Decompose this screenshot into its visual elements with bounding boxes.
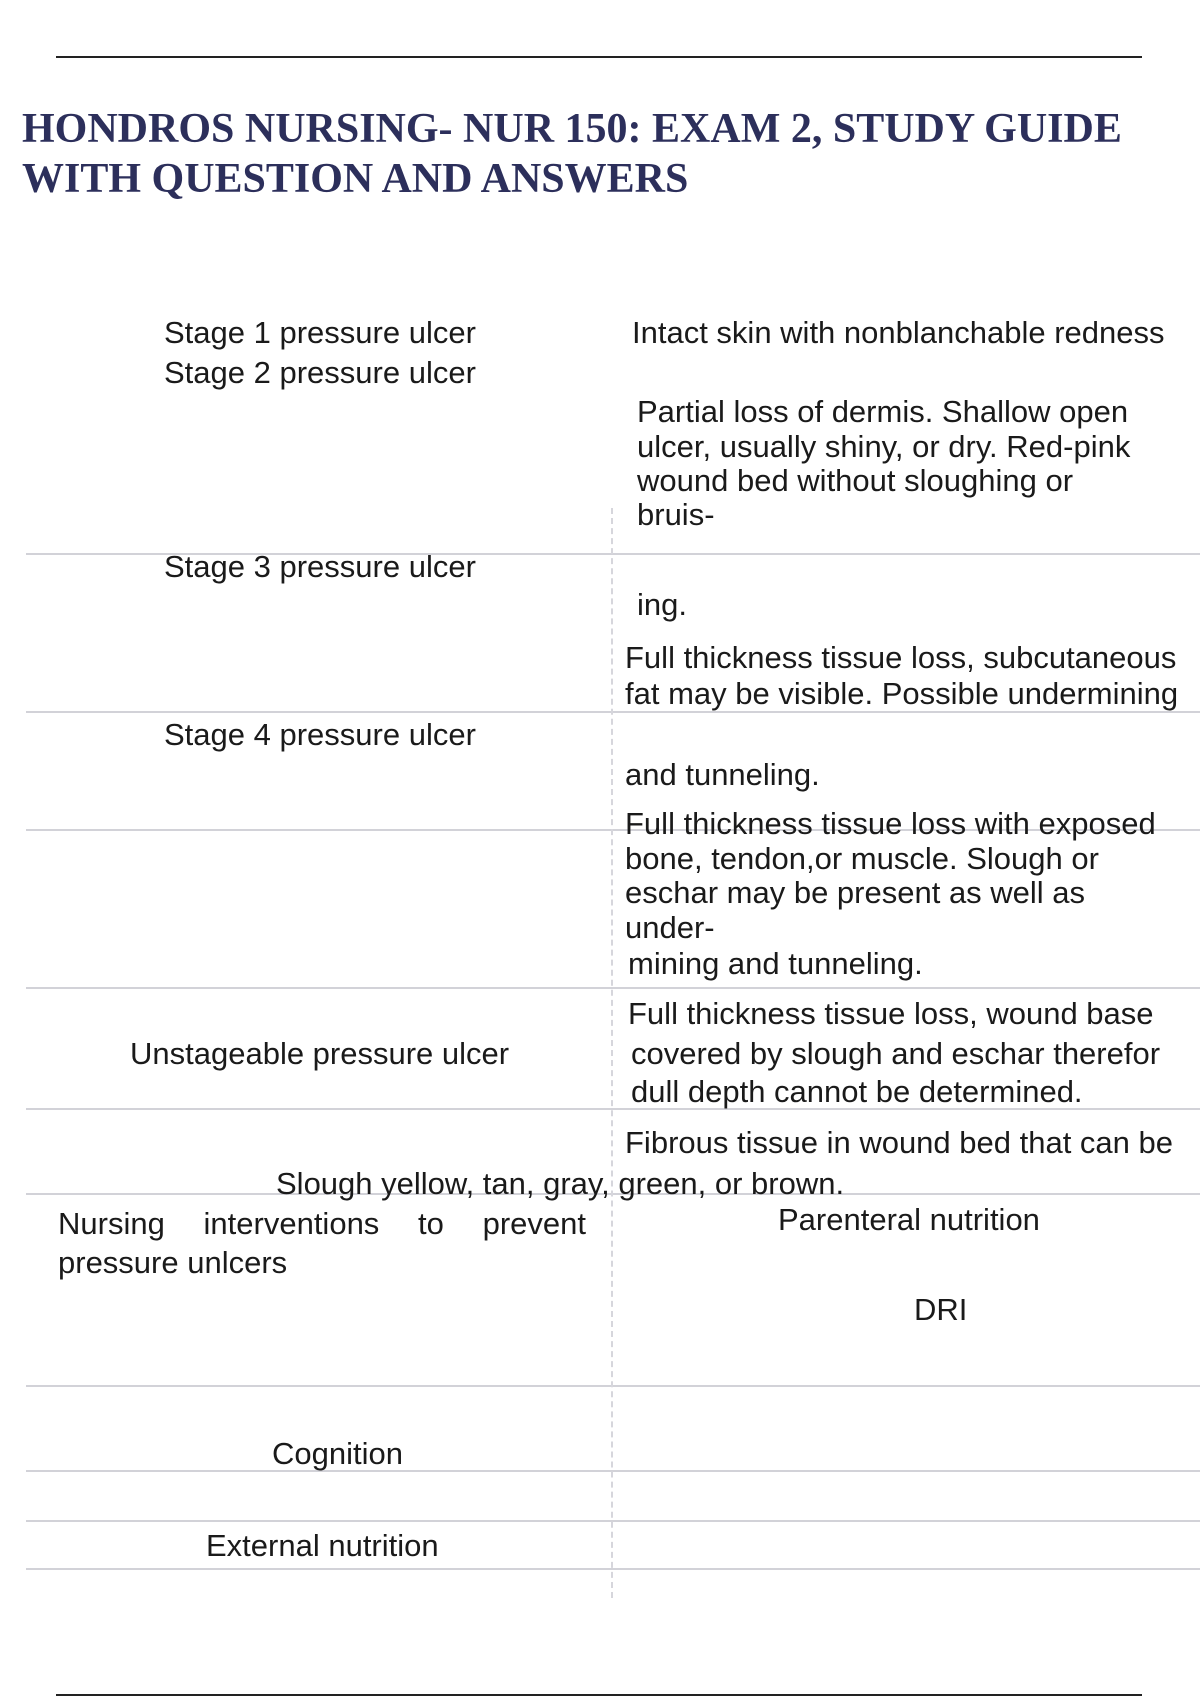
definition-stage-2-line: ulcer, usually shiny, or dry. Red-pink bbox=[637, 429, 1131, 464]
definition-unstageable-line: Full thickness tissue loss, wound base bbox=[628, 996, 1154, 1031]
row-divider bbox=[26, 1470, 1200, 1472]
definition-stage-4-line: eschar may be present as well as bbox=[625, 875, 1086, 910]
row-divider bbox=[26, 1568, 1200, 1570]
definition-stage-4-line: Full thickness tissue loss with exposed bbox=[625, 806, 1156, 841]
term-nursing-interventions-cont: pressure unlcers bbox=[58, 1245, 288, 1280]
definition-stage-4-line: bone, tendon,or muscle. Slough or bbox=[625, 841, 1099, 876]
term-stage-2: Stage 2 pressure ulcer bbox=[164, 355, 476, 390]
definition-parenteral-nutrition: Parenteral nutrition bbox=[778, 1202, 1040, 1237]
definition-stage-1: Intact skin with nonblanchable redness bbox=[632, 315, 1165, 350]
row-divider bbox=[26, 711, 1200, 713]
definition-stage-2-line: ing. bbox=[637, 587, 687, 622]
definition-stage-3-line: and tunneling. bbox=[625, 757, 820, 792]
definition-stage-2-line: bruis- bbox=[637, 497, 715, 532]
definition-stage-2-line: wound bed without sloughing or bbox=[637, 463, 1074, 498]
definition-unstageable-line: covered by slough and eschar therefor bbox=[631, 1036, 1161, 1071]
term-stage-1: Stage 1 pressure ulcer bbox=[164, 315, 476, 350]
term-external-nutrition: External nutrition bbox=[206, 1528, 439, 1563]
definition-stage-3-line: fat may be visible. Possible undermining bbox=[625, 676, 1179, 711]
term-nursing-interventions: Nursing interventions to prevent bbox=[58, 1206, 586, 1241]
definition-slough-line: Fibrous tissue in wound bed that can be bbox=[625, 1125, 1174, 1160]
term-stage-4: Stage 4 pressure ulcer bbox=[164, 717, 476, 752]
row-divider bbox=[26, 1520, 1200, 1522]
row-divider bbox=[26, 987, 1200, 989]
page-title: HONDROS NURSING- NUR 150: EXAM 2, STUDY GUIDE WITH QUESTION AND ANSWERS bbox=[22, 106, 1122, 202]
definition-dri: DRI bbox=[914, 1292, 968, 1327]
term-slough: Slough yellow, tan, gray, green, or brown. bbox=[276, 1166, 845, 1201]
definition-stage-4-line: mining and tunneling. bbox=[628, 946, 923, 981]
term-unstageable: Unstageable pressure ulcer bbox=[130, 1036, 510, 1071]
term-cognition: Cognition bbox=[272, 1436, 403, 1471]
definition-stage-3-line: Full thickness tissue loss, subcutaneous bbox=[625, 640, 1177, 675]
definition-stage-4-line: under- bbox=[625, 910, 715, 945]
definition-unstageable-line: dull depth cannot be determined. bbox=[631, 1074, 1083, 1109]
top-rule bbox=[56, 56, 1142, 58]
definition-stage-2-line: Partial loss of dermis. Shallow open bbox=[637, 394, 1129, 429]
bottom-rule bbox=[56, 1694, 1142, 1696]
term-stage-3: Stage 3 pressure ulcer bbox=[164, 549, 476, 584]
row-divider bbox=[26, 1385, 1200, 1387]
column-divider bbox=[611, 508, 613, 1598]
